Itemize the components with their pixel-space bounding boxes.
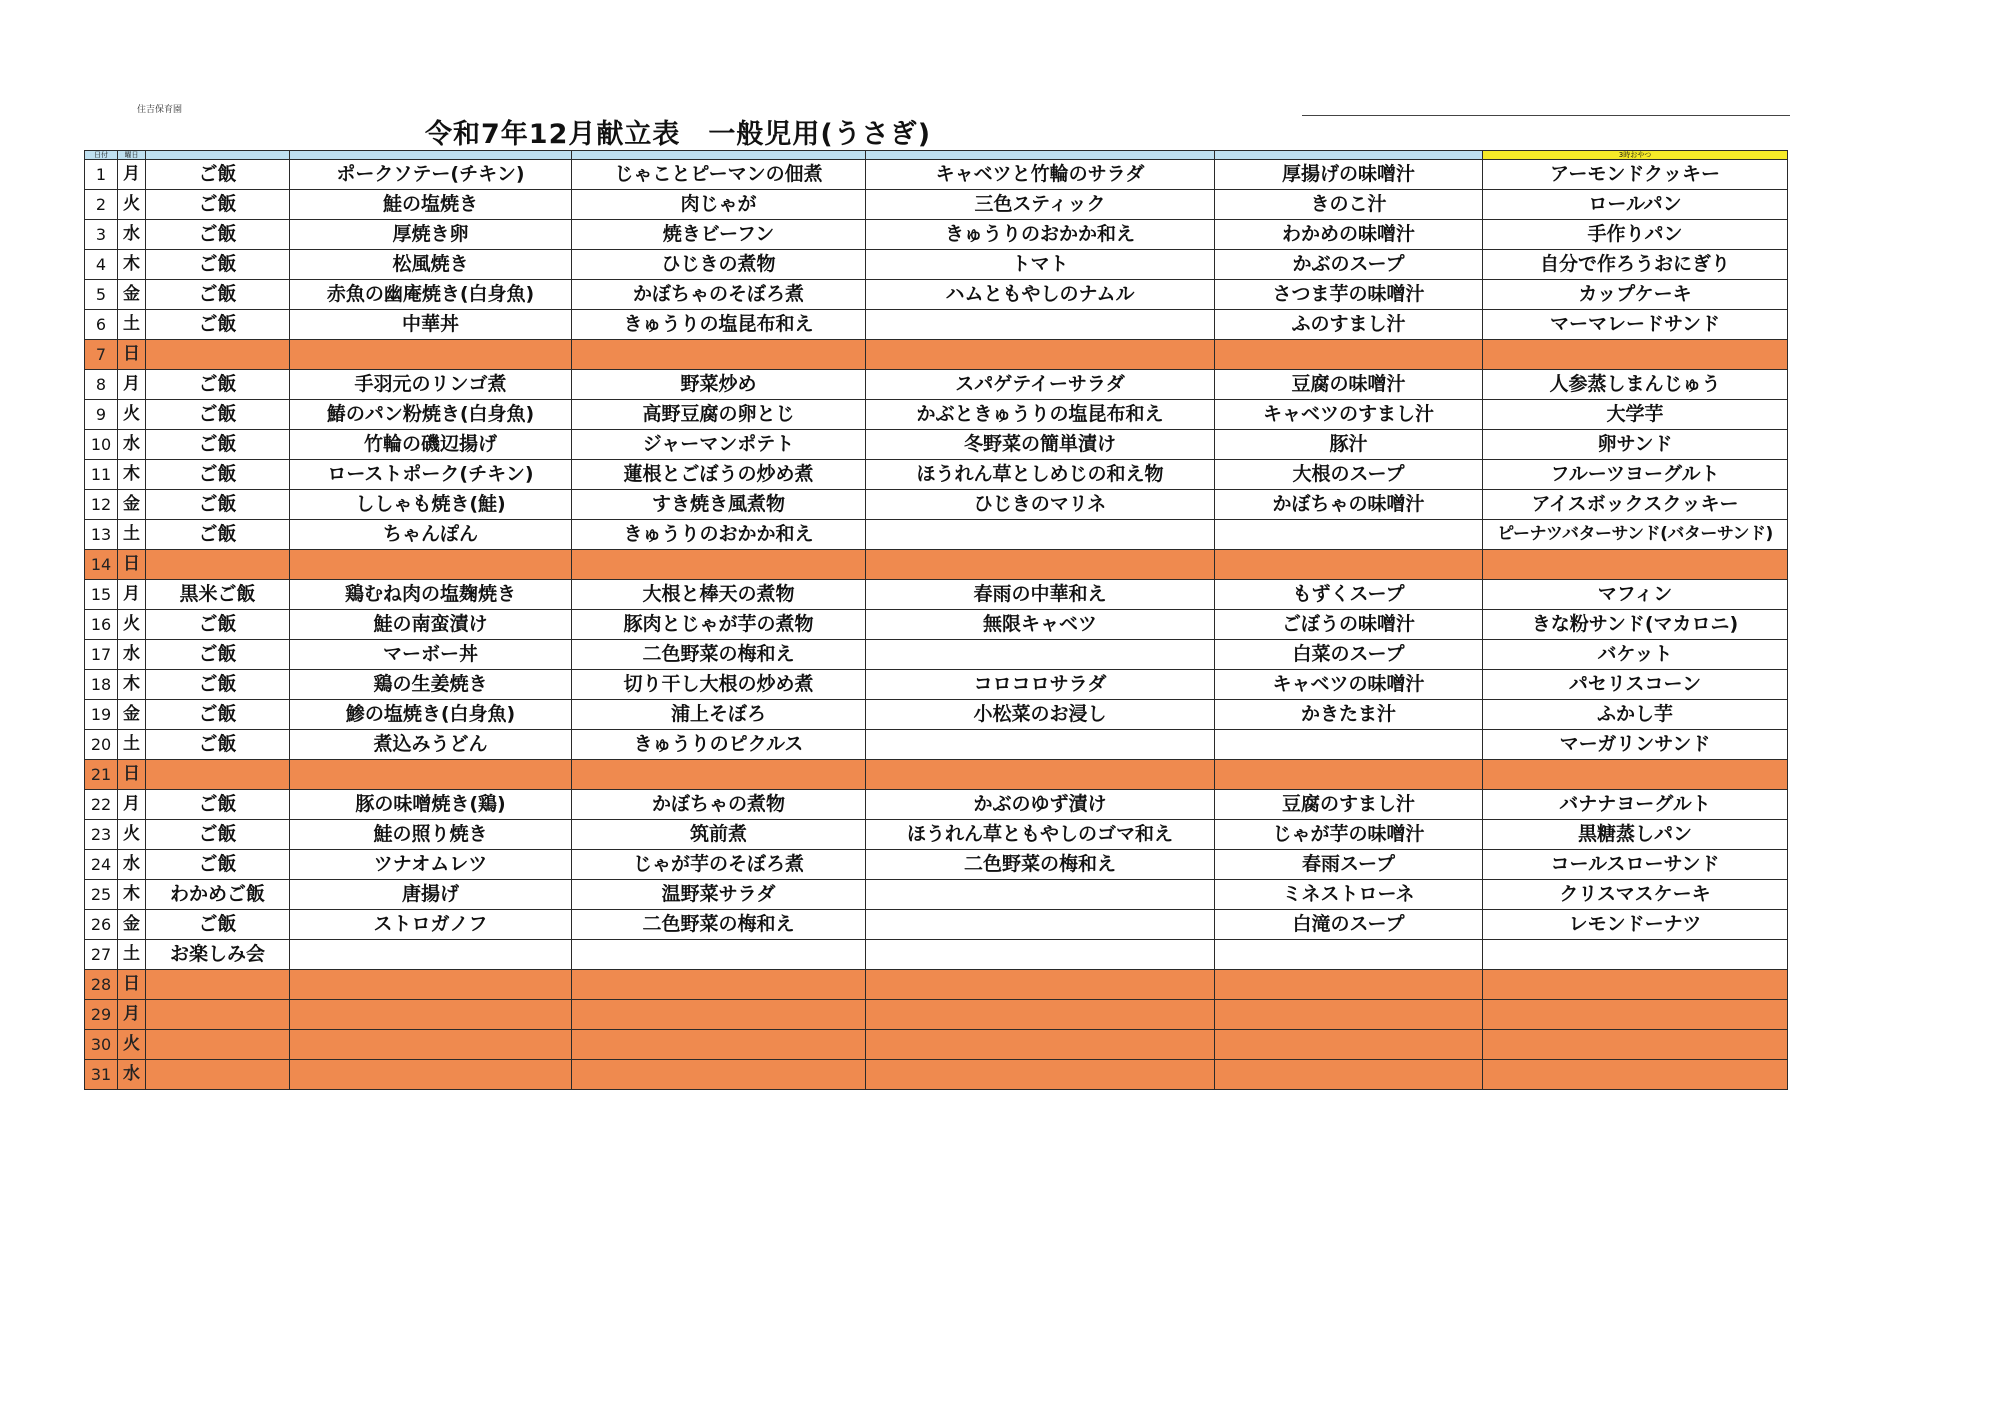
menu-row	[85, 250, 1788, 280]
weekday-cell: 土	[118, 940, 146, 970]
staple-cell: ご飯	[146, 820, 290, 850]
side-dish-2-cell	[866, 1030, 1215, 1060]
main-dish-cell	[290, 1000, 572, 1030]
menu-row	[85, 160, 1788, 190]
soup-cell	[1215, 940, 1483, 970]
weekday-cell: 日	[118, 340, 146, 370]
side-dish-1-cell: 浦上そぼろ	[572, 700, 866, 730]
weekday-cell: 火	[118, 190, 146, 220]
staple-cell: ご飯	[146, 520, 290, 550]
main-dish-cell: 鶏の生姜焼き	[290, 670, 572, 700]
weekday-cell: 火	[118, 400, 146, 430]
main-dish-cell: 豚の味噌焼き(鶏)	[290, 790, 572, 820]
side-dish-1-cell: 筑前煮	[572, 820, 866, 850]
date-cell: 5	[85, 280, 118, 310]
side-dish-1-cell: ジャーマンポテト	[572, 430, 866, 460]
main-dish-cell: ししゃも焼き(鮭)	[290, 490, 572, 520]
snack-cell	[1483, 940, 1788, 970]
side-dish-2-cell: コロコロサラダ	[866, 670, 1215, 700]
side-dish-2-cell	[866, 340, 1215, 370]
main-dish-cell: 鶏むね肉の塩麹焼き	[290, 580, 572, 610]
soup-cell: ミネストローネ	[1215, 880, 1483, 910]
side-dish-1-cell: 焼きビーフン	[572, 220, 866, 250]
side-dish-2-cell: かぶときゅうりの塩昆布和え	[866, 400, 1215, 430]
soup-cell: かきたま汁	[1215, 700, 1483, 730]
side-dish-2-cell	[866, 310, 1215, 340]
staple-cell: わかめご飯	[146, 880, 290, 910]
staple-cell	[146, 1060, 290, 1090]
weekday-cell: 月	[118, 160, 146, 190]
snack-cell	[1483, 1060, 1788, 1090]
date-cell: 23	[85, 820, 118, 850]
staple-cell: ご飯	[146, 250, 290, 280]
weekday-cell: 土	[118, 520, 146, 550]
staple-cell: 黒米ご飯	[146, 580, 290, 610]
snack-cell: 手作りパン	[1483, 220, 1788, 250]
date-cell: 16	[85, 610, 118, 640]
snack-cell: 黒糖蒸しパン	[1483, 820, 1788, 850]
menu-row	[85, 700, 1788, 730]
side-dish-1-cell	[572, 1030, 866, 1060]
side-dish-2-cell	[866, 940, 1215, 970]
main-dish-cell	[290, 550, 572, 580]
holiday-row	[85, 550, 1788, 580]
side-dish-1-cell	[572, 1060, 866, 1090]
soup-cell: かぼちゃの味噌汁	[1215, 490, 1483, 520]
menu-row	[85, 310, 1788, 340]
header-soup	[1215, 151, 1483, 160]
staple-cell: ご飯	[146, 490, 290, 520]
holiday-row	[85, 1060, 1788, 1090]
soup-cell	[1215, 760, 1483, 790]
date-cell: 10	[85, 430, 118, 460]
weekday-cell: 水	[118, 220, 146, 250]
side-dish-1-cell: 二色野菜の梅和え	[572, 640, 866, 670]
main-dish-cell	[290, 340, 572, 370]
date-cell: 27	[85, 940, 118, 970]
date-cell: 24	[85, 850, 118, 880]
side-dish-1-cell: きゅうりのおかか和え	[572, 520, 866, 550]
date-cell: 19	[85, 700, 118, 730]
weekday-cell: 月	[118, 790, 146, 820]
soup-cell: 白滝のスープ	[1215, 910, 1483, 940]
main-dish-cell: 鰆のパン粉焼き(白身魚)	[290, 400, 572, 430]
snack-cell: クリスマスケーキ	[1483, 880, 1788, 910]
side-dish-1-cell: きゅうりの塩昆布和え	[572, 310, 866, 340]
soup-cell: 豆腐のすまし汁	[1215, 790, 1483, 820]
soup-cell: キャベツの味噌汁	[1215, 670, 1483, 700]
soup-cell: ごぼうの味噌汁	[1215, 610, 1483, 640]
school-name: 住吉保育園	[137, 105, 183, 115]
menu-row	[85, 880, 1788, 910]
weekday-cell: 金	[118, 910, 146, 940]
date-cell: 17	[85, 640, 118, 670]
staple-cell: ご飯	[146, 670, 290, 700]
date-cell: 11	[85, 460, 118, 490]
date-cell: 7	[85, 340, 118, 370]
header-side2	[866, 151, 1215, 160]
weekday-cell: 木	[118, 670, 146, 700]
date-cell: 21	[85, 760, 118, 790]
menu-table	[84, 150, 1788, 1090]
weekday-cell: 水	[118, 430, 146, 460]
side-dish-1-cell: 蓮根とごぼうの炒め煮	[572, 460, 866, 490]
side-dish-2-cell: スパゲテイーサラダ	[866, 370, 1215, 400]
header-snack: 3時おやつ	[1483, 151, 1788, 160]
side-dish-2-cell: 無限キャベツ	[866, 610, 1215, 640]
side-dish-1-cell: ひじきの煮物	[572, 250, 866, 280]
main-dish-cell: ちゃんぽん	[290, 520, 572, 550]
main-dish-cell: ツナオムレツ	[290, 850, 572, 880]
staple-cell	[146, 1030, 290, 1060]
side-dish-1-cell: 野菜炒め	[572, 370, 866, 400]
soup-cell: キャベツのすまし汁	[1215, 400, 1483, 430]
soup-cell	[1215, 550, 1483, 580]
side-dish-1-cell: じゃが芋のそぼろ煮	[572, 850, 866, 880]
header-date: 日付	[85, 151, 118, 160]
weekday-cell: 火	[118, 1030, 146, 1060]
side-dish-2-cell: 春雨の中華和え	[866, 580, 1215, 610]
soup-cell	[1215, 730, 1483, 760]
staple-cell: ご飯	[146, 400, 290, 430]
staple-cell: お楽しみ会	[146, 940, 290, 970]
side-dish-2-cell	[866, 520, 1215, 550]
side-dish-2-cell	[866, 760, 1215, 790]
snack-cell: 自分で作ろうおにぎり	[1483, 250, 1788, 280]
snack-cell	[1483, 1030, 1788, 1060]
staple-cell: ご飯	[146, 790, 290, 820]
page-title: 令和7年12月献立表 一般児用(うさぎ)	[425, 119, 932, 150]
snack-cell: フルーツヨーグルト	[1483, 460, 1788, 490]
weekday-cell: 水	[118, 640, 146, 670]
soup-cell	[1215, 1000, 1483, 1030]
side-dish-2-cell: かぶのゆず漬け	[866, 790, 1215, 820]
menu-row	[85, 820, 1788, 850]
soup-cell: かぶのスープ	[1215, 250, 1483, 280]
staple-cell: ご飯	[146, 310, 290, 340]
side-dish-2-cell	[866, 1060, 1215, 1090]
main-dish-cell: 鯵の塩焼き(白身魚)	[290, 700, 572, 730]
date-cell: 4	[85, 250, 118, 280]
side-dish-2-cell: 冬野菜の簡単漬け	[866, 430, 1215, 460]
weekday-cell: 日	[118, 970, 146, 1000]
menu-row	[85, 460, 1788, 490]
side-dish-1-cell: 肉じゃが	[572, 190, 866, 220]
staple-cell: ご飯	[146, 460, 290, 490]
side-dish-1-cell: 大根と棒天の煮物	[572, 580, 866, 610]
staple-cell: ご飯	[146, 370, 290, 400]
snack-cell: ロールパン	[1483, 190, 1788, 220]
soup-cell: きのこ汁	[1215, 190, 1483, 220]
side-dish-2-cell: トマト	[866, 250, 1215, 280]
side-dish-1-cell: 豚肉とじゃが芋の煮物	[572, 610, 866, 640]
snack-cell	[1483, 340, 1788, 370]
side-dish-1-cell: かぼちゃの煮物	[572, 790, 866, 820]
side-dish-2-cell: キャベツと竹輪のサラダ	[866, 160, 1215, 190]
main-dish-cell: 唐揚げ	[290, 880, 572, 910]
menu-row	[85, 190, 1788, 220]
side-dish-2-cell: 小松菜のお浸し	[866, 700, 1215, 730]
snack-cell: ふかし芋	[1483, 700, 1788, 730]
date-cell: 22	[85, 790, 118, 820]
snack-cell: きな粉サンド(マカロニ)	[1483, 610, 1788, 640]
side-dish-2-cell	[866, 730, 1215, 760]
main-dish-cell: 厚焼き卵	[290, 220, 572, 250]
weekday-cell: 金	[118, 280, 146, 310]
date-cell: 25	[85, 880, 118, 910]
date-cell: 12	[85, 490, 118, 520]
menu-row	[85, 940, 1788, 970]
soup-cell	[1215, 1030, 1483, 1060]
menu-row	[85, 220, 1788, 250]
main-dish-cell: 赤魚の幽庵焼き(白身魚)	[290, 280, 572, 310]
date-cell: 20	[85, 730, 118, 760]
staple-cell	[146, 970, 290, 1000]
staple-cell: ご飯	[146, 640, 290, 670]
snack-cell: パセリスコーン	[1483, 670, 1788, 700]
side-dish-1-cell: 温野菜サラダ	[572, 880, 866, 910]
soup-cell: ふのすまし汁	[1215, 310, 1483, 340]
soup-cell: 豆腐の味噌汁	[1215, 370, 1483, 400]
side-dish-1-cell: 高野豆腐の卵とじ	[572, 400, 866, 430]
snack-cell: マフィン	[1483, 580, 1788, 610]
snack-cell	[1483, 970, 1788, 1000]
side-dish-1-cell: じゃことピーマンの佃煮	[572, 160, 866, 190]
soup-cell: もずくスープ	[1215, 580, 1483, 610]
snack-cell: 大学芋	[1483, 400, 1788, 430]
menu-row	[85, 790, 1788, 820]
soup-cell: さつま芋の味噌汁	[1215, 280, 1483, 310]
snack-cell: マーマレードサンド	[1483, 310, 1788, 340]
side-dish-1-cell: きゅうりのピクルス	[572, 730, 866, 760]
side-dish-2-cell: きゅうりのおかか和え	[866, 220, 1215, 250]
side-dish-1-cell	[572, 970, 866, 1000]
soup-cell	[1215, 1060, 1483, 1090]
staple-cell: ご飯	[146, 850, 290, 880]
snack-cell	[1483, 760, 1788, 790]
side-dish-1-cell	[572, 340, 866, 370]
menu-row	[85, 490, 1788, 520]
weekday-cell: 月	[118, 1000, 146, 1030]
side-dish-1-cell: すき焼き風煮物	[572, 490, 866, 520]
main-dish-cell	[290, 760, 572, 790]
main-dish-cell	[290, 1060, 572, 1090]
main-dish-cell: 鮭の塩焼き	[290, 190, 572, 220]
weekday-cell: 木	[118, 460, 146, 490]
main-dish-cell: 鮭の南蛮漬け	[290, 610, 572, 640]
snack-cell: アーモンドクッキー	[1483, 160, 1788, 190]
date-cell: 18	[85, 670, 118, 700]
side-dish-2-cell: 三色スティック	[866, 190, 1215, 220]
weekday-cell: 火	[118, 820, 146, 850]
staple-cell: ご飯	[146, 610, 290, 640]
main-dish-cell: マーボー丼	[290, 640, 572, 670]
date-cell: 31	[85, 1060, 118, 1090]
snack-cell: バナナヨーグルト	[1483, 790, 1788, 820]
weekday-cell: 水	[118, 1060, 146, 1090]
main-dish-cell: 煮込みうどん	[290, 730, 572, 760]
main-dish-cell: 鮭の照り焼き	[290, 820, 572, 850]
weekday-cell: 日	[118, 550, 146, 580]
staple-cell: ご飯	[146, 700, 290, 730]
snack-cell	[1483, 550, 1788, 580]
snack-cell	[1483, 1000, 1788, 1030]
main-dish-cell	[290, 940, 572, 970]
staple-cell: ご飯	[146, 220, 290, 250]
weekday-cell: 月	[118, 580, 146, 610]
main-dish-cell: 中華丼	[290, 310, 572, 340]
side-dish-1-cell	[572, 1000, 866, 1030]
snack-cell: カップケーキ	[1483, 280, 1788, 310]
menu-row	[85, 850, 1788, 880]
snack-cell: 卵サンド	[1483, 430, 1788, 460]
main-dish-cell: 竹輪の磯辺揚げ	[290, 430, 572, 460]
soup-cell: じゃが芋の味噌汁	[1215, 820, 1483, 850]
staple-cell	[146, 1000, 290, 1030]
date-cell: 30	[85, 1030, 118, 1060]
side-dish-2-cell	[866, 880, 1215, 910]
date-cell: 28	[85, 970, 118, 1000]
menu-row	[85, 730, 1788, 760]
menu-row	[85, 280, 1788, 310]
holiday-row	[85, 760, 1788, 790]
snack-cell: コールスローサンド	[1483, 850, 1788, 880]
staple-cell: ご飯	[146, 280, 290, 310]
soup-cell	[1215, 520, 1483, 550]
date-cell: 15	[85, 580, 118, 610]
date-cell: 3	[85, 220, 118, 250]
weekday-cell: 水	[118, 850, 146, 880]
holiday-row	[85, 340, 1788, 370]
weekday-cell: 土	[118, 730, 146, 760]
snack-cell: 人参蒸しまんじゅう	[1483, 370, 1788, 400]
side-dish-2-cell: ほうれん草ともやしのゴマ和え	[866, 820, 1215, 850]
snack-cell: ピーナツバターサンド(バターサンド)	[1483, 520, 1788, 550]
menu-row	[85, 610, 1788, 640]
soup-cell	[1215, 340, 1483, 370]
weekday-cell: 木	[118, 250, 146, 280]
main-dish-cell: ポークソテー(チキン)	[290, 160, 572, 190]
date-cell: 6	[85, 310, 118, 340]
menu-row	[85, 370, 1788, 400]
side-dish-1-cell: かぼちゃのそぼろ煮	[572, 280, 866, 310]
side-dish-1-cell	[572, 940, 866, 970]
side-dish-2-cell	[866, 970, 1215, 1000]
side-dish-1-cell: 二色野菜の梅和え	[572, 910, 866, 940]
header-staple	[146, 151, 290, 160]
snack-cell: アイスボックスクッキー	[1483, 490, 1788, 520]
weekday-cell: 木	[118, 880, 146, 910]
staple-cell: ご飯	[146, 160, 290, 190]
side-dish-1-cell	[572, 760, 866, 790]
weekday-cell: 月	[118, 370, 146, 400]
weekday-cell: 金	[118, 700, 146, 730]
holiday-row	[85, 1000, 1788, 1030]
staple-cell: ご飯	[146, 730, 290, 760]
date-cell: 26	[85, 910, 118, 940]
menu-row	[85, 520, 1788, 550]
soup-cell: 白菜のスープ	[1215, 640, 1483, 670]
staple-cell	[146, 340, 290, 370]
main-dish-cell	[290, 1030, 572, 1060]
header-side1	[572, 151, 866, 160]
staple-cell: ご飯	[146, 190, 290, 220]
weekday-cell: 金	[118, 490, 146, 520]
holiday-row	[85, 1030, 1788, 1060]
main-dish-cell: 手羽元のリンゴ煮	[290, 370, 572, 400]
menu-row	[85, 910, 1788, 940]
staple-cell	[146, 550, 290, 580]
side-dish-1-cell	[572, 550, 866, 580]
soup-cell: 大根のスープ	[1215, 460, 1483, 490]
soup-cell	[1215, 970, 1483, 1000]
date-cell: 13	[85, 520, 118, 550]
weekday-cell: 火	[118, 610, 146, 640]
main-dish-cell: 松風焼き	[290, 250, 572, 280]
date-cell: 14	[85, 550, 118, 580]
side-dish-2-cell: ほうれん草としめじの和え物	[866, 460, 1215, 490]
side-dish-2-cell	[866, 640, 1215, 670]
header-weekday: 曜日	[118, 151, 146, 160]
weekday-cell: 日	[118, 760, 146, 790]
snack-cell: マーガリンサンド	[1483, 730, 1788, 760]
date-cell: 9	[85, 400, 118, 430]
side-dish-2-cell: 二色野菜の梅和え	[866, 850, 1215, 880]
signature-line	[1302, 115, 1790, 116]
snack-cell: レモンドーナツ	[1483, 910, 1788, 940]
menu-row	[85, 400, 1788, 430]
header-main	[290, 151, 572, 160]
header-row	[85, 151, 1788, 160]
soup-cell: 厚揚げの味噌汁	[1215, 160, 1483, 190]
menu-row	[85, 670, 1788, 700]
menu-row	[85, 640, 1788, 670]
main-dish-cell: ストロガノフ	[290, 910, 572, 940]
side-dish-2-cell	[866, 910, 1215, 940]
menu-row	[85, 580, 1788, 610]
holiday-row	[85, 970, 1788, 1000]
side-dish-2-cell: ひじきのマリネ	[866, 490, 1215, 520]
date-cell: 1	[85, 160, 118, 190]
date-cell: 29	[85, 1000, 118, 1030]
side-dish-2-cell: ハムともやしのナムル	[866, 280, 1215, 310]
weekday-cell: 土	[118, 310, 146, 340]
staple-cell	[146, 760, 290, 790]
soup-cell: わかめの味噌汁	[1215, 220, 1483, 250]
soup-cell: 豚汁	[1215, 430, 1483, 460]
menu-row	[85, 430, 1788, 460]
staple-cell: ご飯	[146, 910, 290, 940]
side-dish-1-cell: 切り干し大根の炒め煮	[572, 670, 866, 700]
side-dish-2-cell	[866, 1000, 1215, 1030]
main-dish-cell: ローストポーク(チキン)	[290, 460, 572, 490]
staple-cell: ご飯	[146, 430, 290, 460]
snack-cell: バケット	[1483, 640, 1788, 670]
side-dish-2-cell	[866, 550, 1215, 580]
main-dish-cell	[290, 970, 572, 1000]
date-cell: 8	[85, 370, 118, 400]
date-cell: 2	[85, 190, 118, 220]
soup-cell: 春雨スープ	[1215, 850, 1483, 880]
